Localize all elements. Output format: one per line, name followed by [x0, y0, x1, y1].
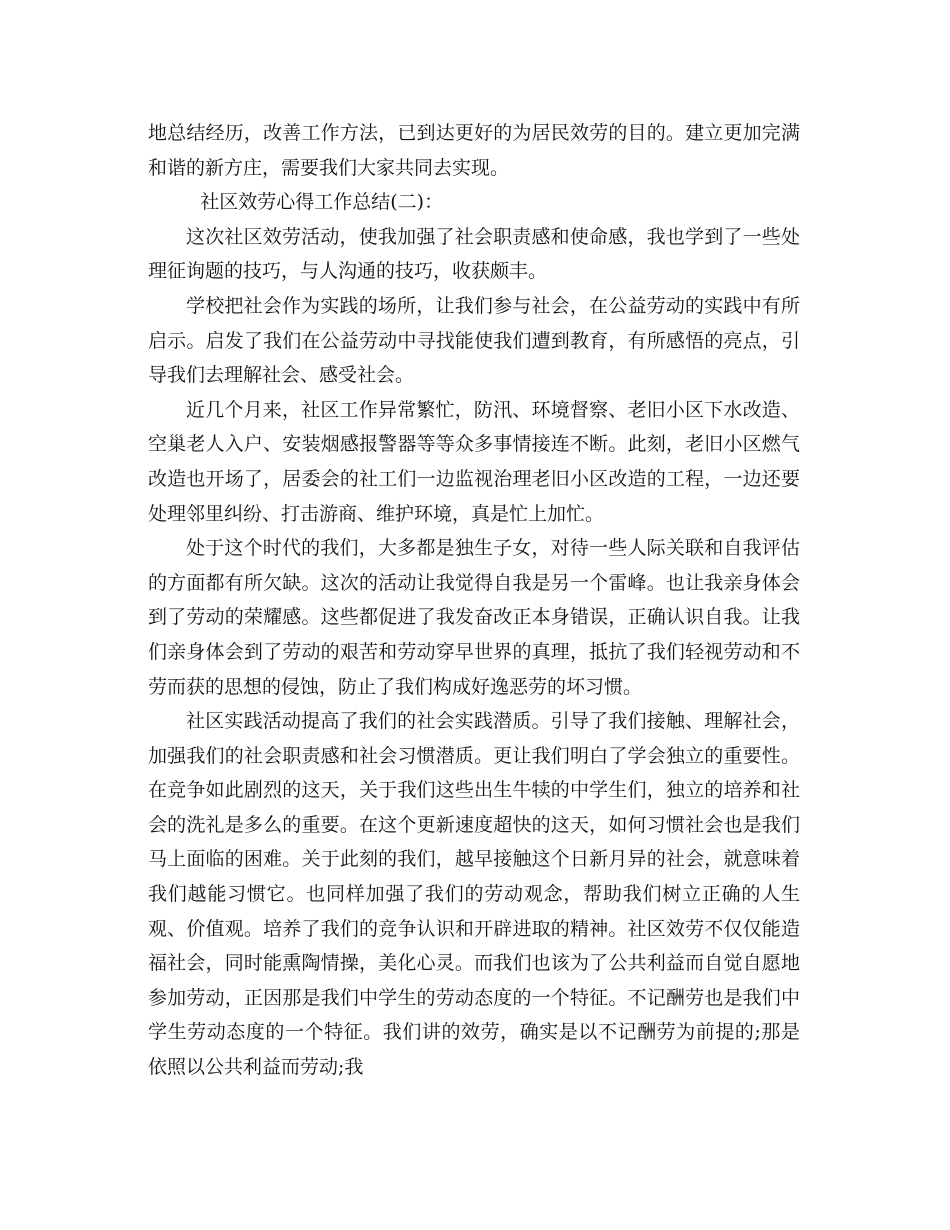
paragraph: 社区实践活动提高了我们的社会实践潜质。引导了我们接触、理解社会，加强我们的社会职责感和社会习惯潜质。更让我们明白了学会独立的重要性。在竞争如此剧烈的这天，关于我们这些出生牛犊的中学生们，独立的培养和社会的洗礼是多么的重要。在这个更新速度超快的这天，如何习惯社会也是我们马上面临的困难。关于此刻的我们，越早接触这个日新月异的社会，就意味着我们越能习惯它。也同样加强了我们的劳动观念，帮助我们树立正确的人生观、价值观。培养了我们的竞争认识和开辟进取的精神。社区效劳不仅仅能造福社会，同时能熏陶情操，美化心灵。而我们也该为了公共利益而自觉自愿地参加劳动，正因那是我们中学生的劳动态度的一个特征。不记酬劳也是我们中学生劳动态度的一个特征。我们讲的效劳，确实是以不记酬劳为前提的;那是依照以公共利益而劳动;我: [148, 710, 800, 1079]
paragraph: 学校把社会作为实践的场所，让我们参与社会，在公益劳动的实践中有所启示。启发了我们在公益劳动中寻找能使我们遭到教育，有所感悟的亮点，引导我们去理解社会、感受社会。: [148, 294, 800, 387]
section-heading: 社区效劳心得工作总结(二)：: [200, 191, 444, 214]
paragraph-continuation: 地总结经历，改善工作方法，已到达更好的为居民效劳的目的。建立更加完满和谐的新方庄，需要我们大家共同去实现。: [148, 122, 800, 179]
paragraph: 处于这个时代的我们，大多都是独生子女，对待一些人际关联和自我评估的方面都有所欠缺。这次的活动让我觉得自我是另一个雷峰。也让我亲身体会到了劳动的荣耀感。这些都促进了我发奋改正本身错误，正确认识自我。让我们亲身体会到了劳动的艰苦和劳动穿早世界的真理，抵抗了我们轻视劳动和不劳而获的思想的侵蚀，防止了我们构成好逸恶劳的坏习惯。: [148, 537, 800, 698]
paragraph: 这次社区效劳活动，使我加强了社会职责感和使命感，我也学到了一些处理征询题的技巧，与人沟通的技巧，收获颇丰。: [148, 225, 800, 283]
document-body: [148, 116, 800, 1085]
paragraph: 近几个月来，社区工作异常繁忙，防汛、环境督察、老旧小区下水改造、空巢老人入户、安装烟感报警器等等众多事情接连不断。此刻，老旧小区燃气改造也开场了，居委会的社工们一边监视治理老旧小区改造的工程，一边还要处理邻里纠纷、打击游商、维护环境，真是忙上加忙。: [148, 398, 800, 525]
